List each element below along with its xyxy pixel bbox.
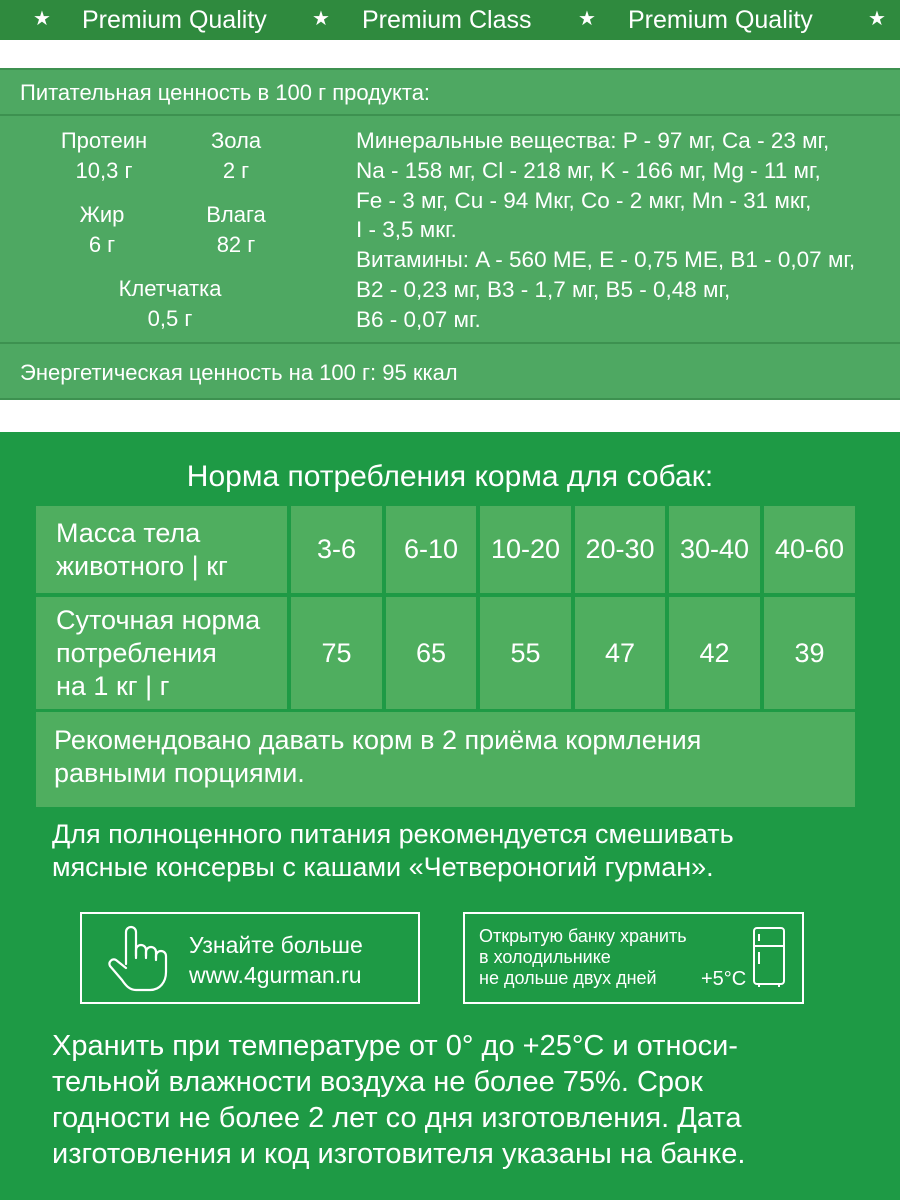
fridge-icon xyxy=(751,926,787,988)
mix-line: мясные консервы с кашами «Четвероногий гурман». xyxy=(52,852,714,882)
mix-recommendation xyxy=(52,818,872,884)
minerals-text: P - 97 мг, Ca - 23 мг, xyxy=(616,128,830,153)
vitamins-label: Витамины: xyxy=(356,247,470,273)
fridge-line: Открытую банку хранить xyxy=(479,926,687,946)
table-cell-weight: 40-60 xyxy=(764,506,855,593)
macro-value: 2 г xyxy=(222,158,250,183)
vitamins-line xyxy=(356,245,896,275)
energy-value: Энергетическая ценность на 100 г: 95 ккал xyxy=(20,360,458,385)
table-cell-weight: 3-6 xyxy=(291,506,382,593)
table-cell-daily: 75 xyxy=(291,597,382,709)
macro-value: 0,5 г xyxy=(147,306,193,331)
minerals-label: Минеральные вещества: xyxy=(356,128,617,153)
fridge-text xyxy=(479,926,687,989)
website-line: Узнайте больше xyxy=(189,932,363,958)
nutrition-panel xyxy=(0,68,900,400)
header-line: Суточная норма xyxy=(56,604,261,635)
macro-label: Клетчатка xyxy=(118,276,222,301)
macro-label: Влага xyxy=(206,202,266,227)
banner-text-3: Premium Quality xyxy=(628,6,813,34)
table-cell-daily: 65 xyxy=(386,597,476,709)
vitamins-line: B6 - 0,07 мг. xyxy=(356,306,481,332)
table-cell-daily: 39 xyxy=(764,597,855,709)
fridge-temperature: +5°C xyxy=(701,968,747,990)
pointing-hand-icon xyxy=(106,924,170,994)
fridge-line: в холодильнике xyxy=(479,947,611,967)
feeding-section xyxy=(0,432,900,1200)
vitamins-text: A - 560 МЕ, E - 0,75 МЕ, B1 - 0,07 мг, xyxy=(469,247,856,273)
premium-banner xyxy=(0,0,900,40)
header-line: Масса тела xyxy=(56,517,201,548)
feeding-title: Норма потребления корма для собак: xyxy=(186,460,714,493)
nutrition-heading: Питательная ценность в 100 г продукта: xyxy=(20,80,431,105)
star-icon: ★ xyxy=(578,8,596,30)
macro-protein xyxy=(34,126,174,186)
header-line: животного | кг xyxy=(56,550,228,581)
storage-line: изготовления и код изготовителя указаны на банке. xyxy=(52,1138,746,1170)
minerals-line: I - 3,5 мкг. xyxy=(356,217,457,243)
table-cell-weight: 10-20 xyxy=(480,506,571,593)
table-cell-weight: 30-40 xyxy=(669,506,760,593)
storage-conditions xyxy=(52,1028,882,1172)
note-line: равными порциями. xyxy=(54,758,305,788)
storage-line: Хранить при температуре от 0° до +25°С и относи- xyxy=(52,1030,738,1062)
macro-value: 82 г xyxy=(216,232,256,257)
macro-value: 6 г xyxy=(88,232,116,257)
macro-label: Зола xyxy=(210,128,262,153)
minerals-vitamins-block xyxy=(356,126,896,335)
header-line: на 1 кг | г xyxy=(56,670,170,701)
website-text xyxy=(189,930,363,990)
minerals-line xyxy=(356,126,896,156)
website-url[interactable]: www.4gurman.ru xyxy=(189,962,362,988)
mix-line: Для полноценного питания рекомендуется смешивать xyxy=(52,819,734,849)
star-icon: ★ xyxy=(868,8,886,30)
header-line: потребления xyxy=(56,637,217,668)
macro-ash xyxy=(166,126,306,186)
website-box[interactable] xyxy=(80,912,420,1004)
macro-fat xyxy=(32,200,172,260)
table-cell-weight: 6-10 xyxy=(386,506,476,593)
minerals-line: Fe - 3 мг, Cu - 94 Мкг, Co - 2 мкг, Mn - 31 мкг, xyxy=(356,187,812,213)
table-header-daily xyxy=(36,597,287,709)
note-line: Рекомендовано давать корм в 2 приёма кормления xyxy=(54,725,702,755)
minerals-line: Na - 158 мг, Cl - 218 мг, K - 166 мг, Mg - 11 мг, xyxy=(356,157,821,183)
macro-value: 10,3 г xyxy=(75,158,133,183)
macro-moisture xyxy=(166,200,306,260)
banner-text-1: Premium Quality xyxy=(82,6,267,34)
feeding-note xyxy=(36,712,855,807)
fridge-line: не дольше двух дней xyxy=(479,968,657,988)
banner-text-2: Premium Class xyxy=(362,6,532,34)
table-header-weight xyxy=(36,506,287,593)
storage-line: тельной влажности воздуха не более 75%. Срок xyxy=(52,1066,703,1098)
table-cell-daily: 42 xyxy=(669,597,760,709)
energy-row xyxy=(0,342,900,400)
table-cell-weight: 20-30 xyxy=(575,506,665,593)
table-cell-daily: 55 xyxy=(480,597,571,709)
fridge-storage-box xyxy=(463,912,804,1004)
star-icon: ★ xyxy=(312,8,330,30)
star-icon: ★ xyxy=(33,8,51,30)
macro-label: Жир xyxy=(79,202,125,227)
macro-label: Протеин xyxy=(60,128,148,153)
table-cell-daily: 47 xyxy=(575,597,665,709)
storage-line: годности не более 2 лет со дня изготовления. Дата xyxy=(52,1102,742,1134)
nutrition-heading-row xyxy=(0,70,900,116)
vitamins-line: B2 - 0,23 мг, B3 - 1,7 мг, B5 - 0,48 мг, xyxy=(356,276,731,302)
macro-fiber xyxy=(100,274,240,334)
